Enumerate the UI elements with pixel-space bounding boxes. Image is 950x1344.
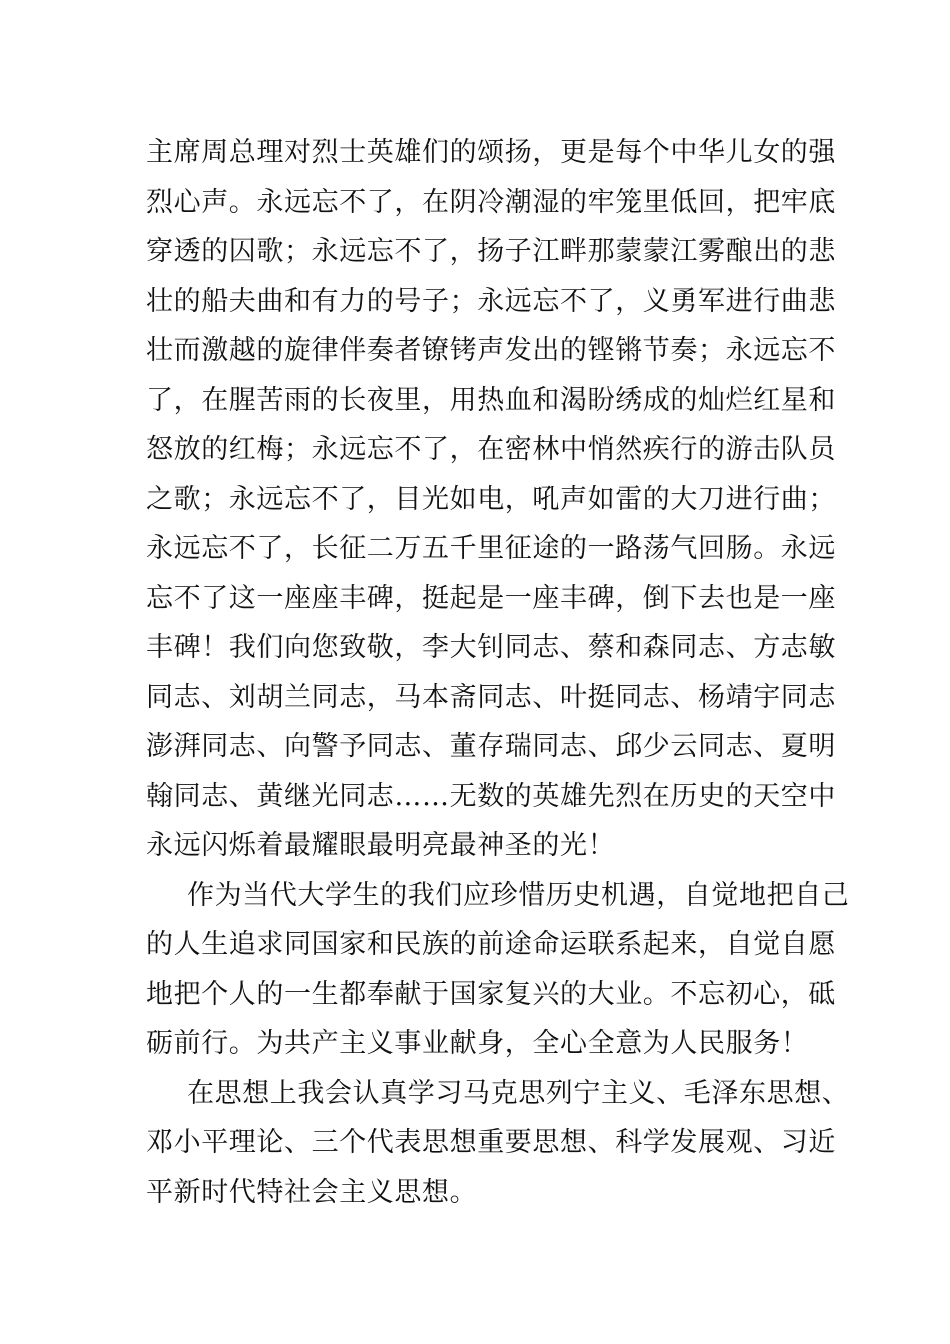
text-line: 翰同志、黄继光同志……无数的英雄先烈在历史的天空中 bbox=[146, 780, 836, 812]
text-line: 忘不了这一座座丰碑，挺起是一座丰碑，倒下去也是一座 bbox=[146, 582, 836, 614]
text-line: 同志、刘胡兰同志，马本斋同志、叶挺同志、杨靖宇同志 bbox=[146, 681, 836, 713]
text-line: 了，在腥苦雨的长夜里，用热血和渴盼绣成的灿烂红星和 bbox=[146, 384, 836, 416]
text-line: 砺前行。为共产主义事业献身，全心全意为人民服务！ bbox=[146, 1028, 809, 1059]
text-line: 永远忘不了，长征二万五千里征途的一路荡气回肠。永远 bbox=[146, 533, 836, 564]
text-line: 之歌；永远忘不了，目光如电，吼声如雷的大刀进行曲； bbox=[146, 483, 836, 515]
text-line: 穿透的囚歌；永远忘不了，扬子江畔那蒙蒙江雾酿出的悲 bbox=[146, 236, 836, 267]
text-line: 澎湃同志、向警予同志、董存瑞同志、邱少云同志、夏明 bbox=[146, 731, 836, 762]
paragraph-start-line: 作为当代大学生的我们应珍惜历史机遇，自觉地把自己 bbox=[187, 879, 850, 911]
text-line: 的人生追求同国家和民族的前途命运联系起来，自觉自愿 bbox=[146, 929, 836, 960]
document-body bbox=[146, 128, 850, 1217]
text-line: 壮而激越的旋律伴奏者镣铐声发出的铿锵节奏；永远忘不 bbox=[146, 335, 836, 366]
paragraph-start-line: 在思想上我会认真学习马克思列宁主义、毛泽东思想、 bbox=[187, 1077, 850, 1109]
text-line: 怒放的红梅；永远忘不了，在密林中悄然疾行的游击队员 bbox=[146, 434, 836, 465]
text-line: 壮的船夫曲和有力的号子；永远忘不了，义勇军进行曲悲 bbox=[146, 285, 836, 317]
text-line: 烈心声。永远忘不了，在阴冷潮湿的牢笼里低回，把牢底 bbox=[146, 186, 836, 218]
text-line: 平新时代特社会主义思想。 bbox=[146, 1176, 478, 1208]
text-line: 地把个人的一生都奉献于国家复兴的大业。不忘初心，砥 bbox=[146, 978, 836, 1010]
text-line: 邓小平理论、三个代表思想重要思想、科学发展观、习近 bbox=[146, 1127, 836, 1158]
text-line: 主席周总理对烈士英雄们的颂扬，更是每个中华儿女的强 bbox=[146, 137, 836, 168]
text-line: 永远闪烁着最耀眼最明亮最神圣的光！ bbox=[146, 830, 616, 861]
text-line: 丰碑！我们向您致敬，李大钊同志、蔡和森同志、方志敏 bbox=[146, 632, 836, 663]
